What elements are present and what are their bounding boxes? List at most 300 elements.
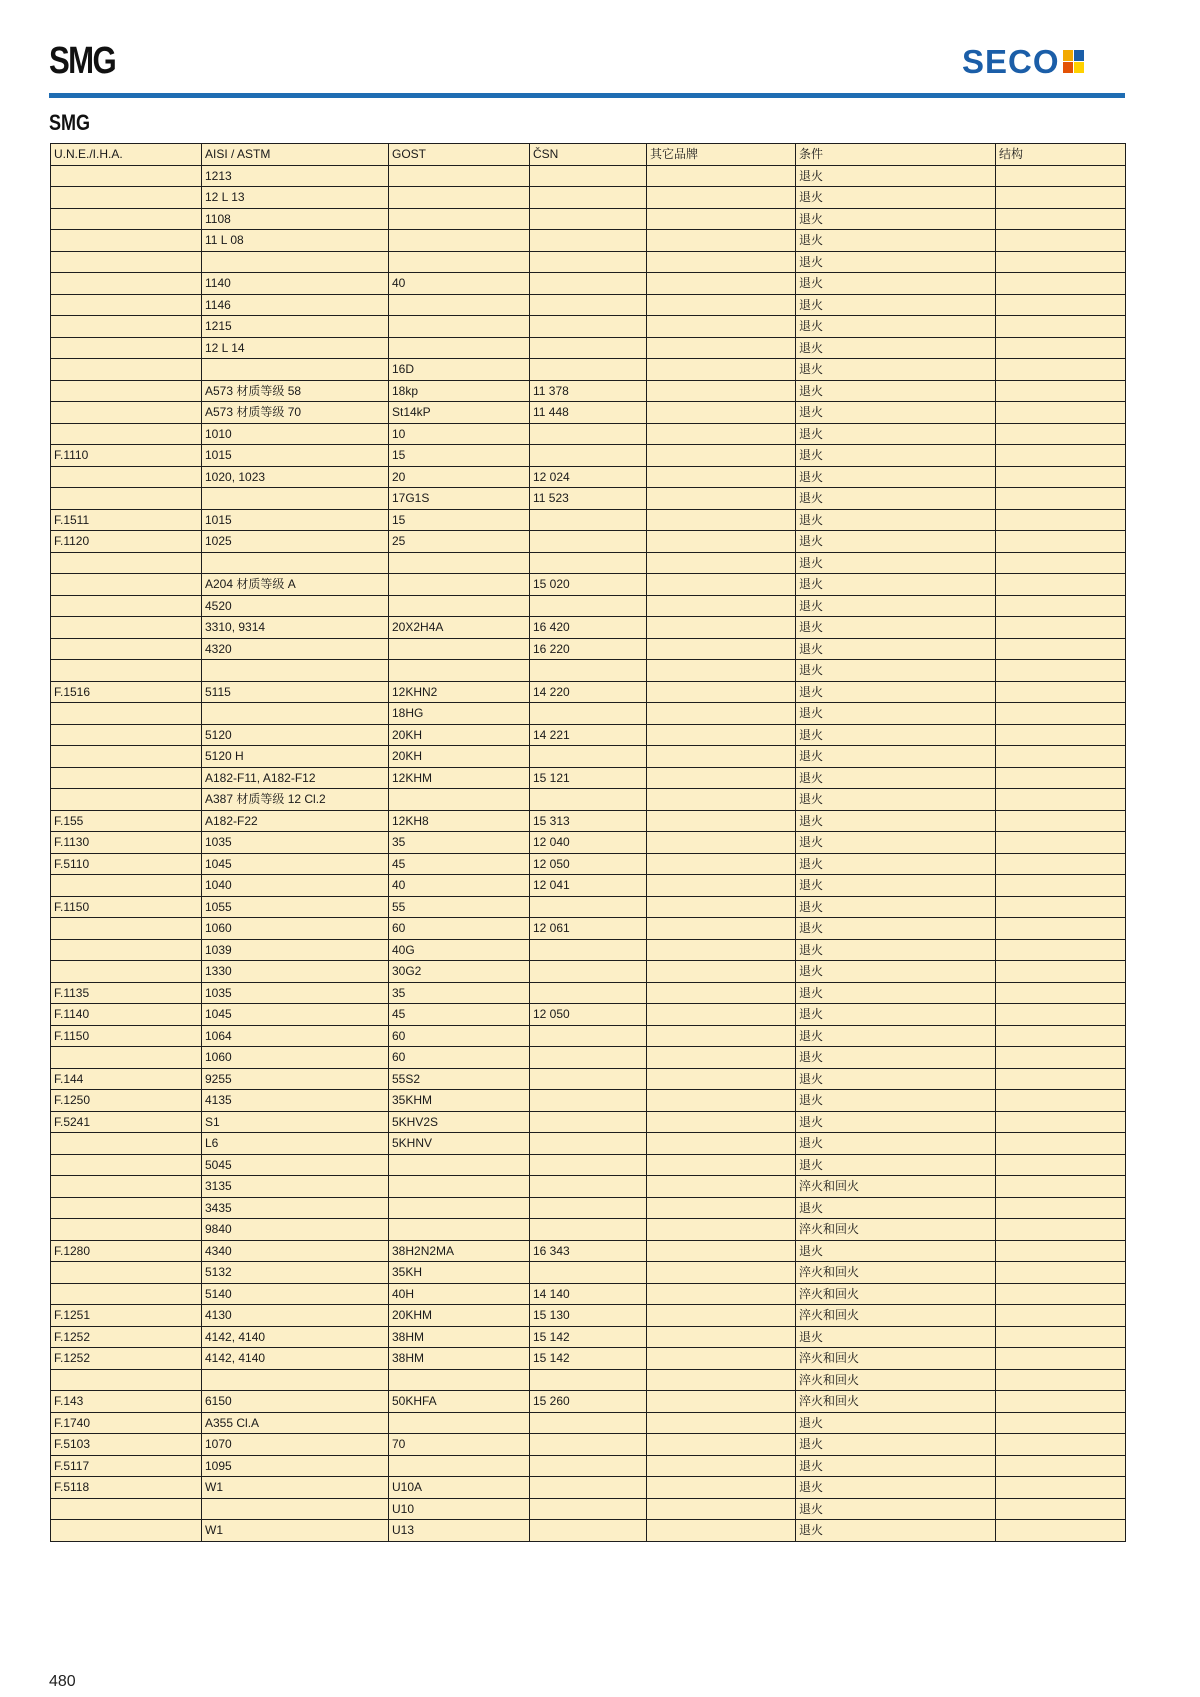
une-cell xyxy=(51,1176,202,1198)
table-row xyxy=(51,1262,1126,1284)
condition-cell: 退火 xyxy=(796,681,996,703)
une-cell: F.5118 xyxy=(51,1477,202,1499)
other-brands-cell xyxy=(647,810,796,832)
other-brands-cell xyxy=(647,875,796,897)
structure-cell xyxy=(996,1348,1126,1370)
condition-cell: 退火 xyxy=(796,1412,996,1434)
csn-cell: 15 121 xyxy=(530,767,647,789)
table-row xyxy=(51,509,1126,531)
une-cell xyxy=(51,939,202,961)
condition-cell: 退火 xyxy=(796,337,996,359)
gost-cell: 20 xyxy=(389,466,530,488)
une-cell: F.1150 xyxy=(51,1025,202,1047)
condition-cell: 退火 xyxy=(796,1498,996,1520)
other-brands-cell xyxy=(647,574,796,596)
condition-cell: 退火 xyxy=(796,982,996,1004)
table-row xyxy=(51,1412,1126,1434)
condition-cell: 退火 xyxy=(796,1025,996,1047)
condition-cell: 退火 xyxy=(796,380,996,402)
aisi-cell: 1040 xyxy=(202,875,389,897)
gost-cell: 12KH8 xyxy=(389,810,530,832)
structure-cell xyxy=(996,1520,1126,1542)
csn-cell: 14 140 xyxy=(530,1283,647,1305)
une-cell xyxy=(51,230,202,252)
condition-cell: 退火 xyxy=(796,746,996,768)
gost-cell: 18kp xyxy=(389,380,530,402)
col-header-gost: GOST xyxy=(389,144,530,166)
table-row xyxy=(51,1025,1126,1047)
structure-cell xyxy=(996,230,1126,252)
other-brands-cell xyxy=(647,1047,796,1069)
csn-cell xyxy=(530,660,647,682)
gost-cell: 20X2H4A xyxy=(389,617,530,639)
gost-cell xyxy=(389,574,530,596)
table-row xyxy=(51,1111,1126,1133)
csn-cell xyxy=(530,1047,647,1069)
une-cell: F.5103 xyxy=(51,1434,202,1456)
other-brands-cell xyxy=(647,1154,796,1176)
other-brands-cell xyxy=(647,187,796,209)
une-cell: F.1280 xyxy=(51,1240,202,1262)
gost-cell xyxy=(389,316,530,338)
table-row xyxy=(51,1498,1126,1520)
une-cell: F.1135 xyxy=(51,982,202,1004)
csn-cell xyxy=(530,423,647,445)
structure-cell xyxy=(996,1283,1126,1305)
aisi-cell: L6 xyxy=(202,1133,389,1155)
csn-cell xyxy=(530,187,647,209)
aisi-cell xyxy=(202,488,389,510)
aisi-cell: 3310, 9314 xyxy=(202,617,389,639)
aisi-cell: 1015 xyxy=(202,445,389,467)
condition-cell: 退火 xyxy=(796,165,996,187)
table-body xyxy=(51,165,1126,1541)
gost-cell: 38HM xyxy=(389,1348,530,1370)
csn-cell xyxy=(530,789,647,811)
other-brands-cell xyxy=(647,1434,796,1456)
gost-cell xyxy=(389,1412,530,1434)
gost-cell: 5KHNV xyxy=(389,1133,530,1155)
other-brands-cell xyxy=(647,423,796,445)
condition-cell: 退火 xyxy=(796,1434,996,1456)
other-brands-cell xyxy=(647,1262,796,1284)
csn-cell xyxy=(530,509,647,531)
une-cell xyxy=(51,617,202,639)
condition-cell: 退火 xyxy=(796,1326,996,1348)
aisi-cell: A355 Cl.A xyxy=(202,1412,389,1434)
aisi-cell: 4142, 4140 xyxy=(202,1348,389,1370)
une-cell: F.1252 xyxy=(51,1348,202,1370)
logo-mark-icon xyxy=(1063,50,1085,74)
csn-cell: 15 020 xyxy=(530,574,647,596)
table-row xyxy=(51,187,1126,209)
une-cell: F.155 xyxy=(51,810,202,832)
une-cell: F.1130 xyxy=(51,832,202,854)
structure-cell xyxy=(996,724,1126,746)
gost-cell xyxy=(389,789,530,811)
gost-cell: 70 xyxy=(389,1434,530,1456)
gost-cell: 20KH xyxy=(389,724,530,746)
table-row xyxy=(51,531,1126,553)
csn-cell: 14 220 xyxy=(530,681,647,703)
aisi-cell: 1045 xyxy=(202,1004,389,1026)
other-brands-cell xyxy=(647,1455,796,1477)
aisi-cell: 1108 xyxy=(202,208,389,230)
other-brands-cell xyxy=(647,273,796,295)
une-cell xyxy=(51,423,202,445)
structure-cell xyxy=(996,1197,1126,1219)
structure-cell xyxy=(996,1326,1126,1348)
gost-cell: U10A xyxy=(389,1477,530,1499)
csn-cell xyxy=(530,359,647,381)
structure-cell xyxy=(996,638,1126,660)
aisi-cell: 5045 xyxy=(202,1154,389,1176)
condition-cell: 退火 xyxy=(796,552,996,574)
structure-cell xyxy=(996,832,1126,854)
other-brands-cell xyxy=(647,1283,796,1305)
structure-cell xyxy=(996,1219,1126,1241)
csn-cell: 16 220 xyxy=(530,638,647,660)
other-brands-cell xyxy=(647,230,796,252)
csn-cell: 16 343 xyxy=(530,1240,647,1262)
table-row xyxy=(51,746,1126,768)
table-row xyxy=(51,1219,1126,1241)
csn-cell xyxy=(530,552,647,574)
une-cell: F.143 xyxy=(51,1391,202,1413)
une-cell xyxy=(51,961,202,983)
other-brands-cell xyxy=(647,208,796,230)
csn-cell xyxy=(530,1369,647,1391)
table-row xyxy=(51,1391,1126,1413)
gost-cell xyxy=(389,187,530,209)
une-cell: F.1150 xyxy=(51,896,202,918)
table-row xyxy=(51,445,1126,467)
table-row xyxy=(51,1154,1126,1176)
structure-cell xyxy=(996,1047,1126,1069)
gost-cell: 40H xyxy=(389,1283,530,1305)
csn-cell xyxy=(530,337,647,359)
condition-cell: 退火 xyxy=(796,810,996,832)
condition-cell: 淬火和回火 xyxy=(796,1369,996,1391)
une-cell xyxy=(51,724,202,746)
other-brands-cell xyxy=(647,982,796,1004)
structure-cell xyxy=(996,595,1126,617)
other-brands-cell xyxy=(647,660,796,682)
material-grades-table xyxy=(50,143,1126,1542)
aisi-cell xyxy=(202,251,389,273)
table-row xyxy=(51,359,1126,381)
gost-cell: 12KHM xyxy=(389,767,530,789)
gost-cell: 60 xyxy=(389,1047,530,1069)
aisi-cell: 1015 xyxy=(202,509,389,531)
une-cell xyxy=(51,1197,202,1219)
table-row xyxy=(51,337,1126,359)
structure-cell xyxy=(996,488,1126,510)
structure-cell xyxy=(996,853,1126,875)
other-brands-cell xyxy=(647,853,796,875)
table-row xyxy=(51,896,1126,918)
gost-cell: 40 xyxy=(389,273,530,295)
aisi-cell: 1039 xyxy=(202,939,389,961)
une-cell: F.1140 xyxy=(51,1004,202,1026)
table-row xyxy=(51,1283,1126,1305)
other-brands-cell xyxy=(647,552,796,574)
condition-cell: 退火 xyxy=(796,488,996,510)
condition-cell: 退火 xyxy=(796,660,996,682)
structure-cell xyxy=(996,789,1126,811)
other-brands-cell xyxy=(647,1025,796,1047)
structure-cell xyxy=(996,165,1126,187)
other-brands-cell xyxy=(647,1412,796,1434)
gost-cell: 20KH xyxy=(389,746,530,768)
une-cell xyxy=(51,1133,202,1155)
csn-cell: 15 313 xyxy=(530,810,647,832)
condition-cell: 退火 xyxy=(796,767,996,789)
table-row xyxy=(51,1240,1126,1262)
table-row xyxy=(51,810,1126,832)
other-brands-cell xyxy=(647,638,796,660)
structure-cell xyxy=(996,552,1126,574)
page-number: 480 xyxy=(49,1673,76,1690)
structure-cell xyxy=(996,531,1126,553)
gost-cell: 35 xyxy=(389,982,530,1004)
aisi-cell: 4135 xyxy=(202,1090,389,1112)
gost-cell: 40G xyxy=(389,939,530,961)
aisi-cell: A573 材质等级 70 xyxy=(202,402,389,424)
other-brands-cell xyxy=(647,402,796,424)
aisi-cell: A573 材质等级 58 xyxy=(202,380,389,402)
csn-cell: 15 142 xyxy=(530,1348,647,1370)
structure-cell xyxy=(996,939,1126,961)
une-cell: F.5117 xyxy=(51,1455,202,1477)
aisi-cell: 1025 xyxy=(202,531,389,553)
aisi-cell xyxy=(202,359,389,381)
gost-cell: 16D xyxy=(389,359,530,381)
une-cell xyxy=(51,552,202,574)
gost-cell xyxy=(389,660,530,682)
une-cell xyxy=(51,638,202,660)
table-row xyxy=(51,294,1126,316)
une-cell: F.1252 xyxy=(51,1326,202,1348)
gost-cell: St14kP xyxy=(389,402,530,424)
une-cell: F.5241 xyxy=(51,1111,202,1133)
other-brands-cell xyxy=(647,466,796,488)
une-cell xyxy=(51,165,202,187)
gost-cell xyxy=(389,595,530,617)
gost-cell: 35KHM xyxy=(389,1090,530,1112)
csn-cell xyxy=(530,316,647,338)
une-cell: F.1511 xyxy=(51,509,202,531)
condition-cell: 退火 xyxy=(796,724,996,746)
gost-cell xyxy=(389,208,530,230)
aisi-cell: 1035 xyxy=(202,982,389,1004)
structure-cell xyxy=(996,1498,1126,1520)
structure-cell xyxy=(996,1434,1126,1456)
aisi-cell: 4340 xyxy=(202,1240,389,1262)
aisi-cell: 1140 xyxy=(202,273,389,295)
gost-cell: 15 xyxy=(389,445,530,467)
une-cell: F.1110 xyxy=(51,445,202,467)
structure-cell xyxy=(996,746,1126,768)
csn-cell: 11 448 xyxy=(530,402,647,424)
gost-cell: 60 xyxy=(389,1025,530,1047)
condition-cell: 退火 xyxy=(796,1133,996,1155)
structure-cell xyxy=(996,1412,1126,1434)
table-row xyxy=(51,423,1126,445)
aisi-cell: 5132 xyxy=(202,1262,389,1284)
table-row xyxy=(51,316,1126,338)
aisi-cell: A204 材质等级 A xyxy=(202,574,389,596)
gost-cell: U13 xyxy=(389,1520,530,1542)
table-row xyxy=(51,1068,1126,1090)
condition-cell: 退火 xyxy=(796,1455,996,1477)
table-row xyxy=(51,853,1126,875)
other-brands-cell xyxy=(647,918,796,940)
structure-cell xyxy=(996,810,1126,832)
other-brands-cell xyxy=(647,939,796,961)
aisi-cell: 12 L 14 xyxy=(202,337,389,359)
aisi-cell: 9840 xyxy=(202,1219,389,1241)
une-cell: F.1250 xyxy=(51,1090,202,1112)
structure-cell xyxy=(996,617,1126,639)
condition-cell: 退火 xyxy=(796,1520,996,1542)
gost-cell xyxy=(389,294,530,316)
aisi-cell: 3135 xyxy=(202,1176,389,1198)
condition-cell: 退火 xyxy=(796,1477,996,1499)
structure-cell xyxy=(996,294,1126,316)
other-brands-cell xyxy=(647,1348,796,1370)
gost-cell: 5KHV2S xyxy=(389,1111,530,1133)
csn-cell: 11 523 xyxy=(530,488,647,510)
other-brands-cell xyxy=(647,1090,796,1112)
gost-cell xyxy=(389,251,530,273)
table-row xyxy=(51,789,1126,811)
aisi-cell: 6150 xyxy=(202,1391,389,1413)
table-row xyxy=(51,1369,1126,1391)
csn-cell xyxy=(530,1262,647,1284)
structure-cell xyxy=(996,1154,1126,1176)
condition-cell: 退火 xyxy=(796,703,996,725)
table-row xyxy=(51,767,1126,789)
structure-cell xyxy=(996,380,1126,402)
une-cell xyxy=(51,466,202,488)
table-row xyxy=(51,1133,1126,1155)
structure-cell xyxy=(996,466,1126,488)
other-brands-cell xyxy=(647,1498,796,1520)
condition-cell: 退火 xyxy=(796,939,996,961)
structure-cell xyxy=(996,208,1126,230)
aisi-cell: 4142, 4140 xyxy=(202,1326,389,1348)
csn-cell xyxy=(530,1176,647,1198)
condition-cell: 退火 xyxy=(796,789,996,811)
csn-cell xyxy=(530,746,647,768)
aisi-cell: 4320 xyxy=(202,638,389,660)
structure-cell xyxy=(996,273,1126,295)
other-brands-cell xyxy=(647,251,796,273)
condition-cell: 退火 xyxy=(796,531,996,553)
structure-cell xyxy=(996,1369,1126,1391)
csn-cell: 16 420 xyxy=(530,617,647,639)
une-cell xyxy=(51,294,202,316)
table-row xyxy=(51,918,1126,940)
aisi-cell: 1060 xyxy=(202,918,389,940)
une-cell xyxy=(51,488,202,510)
une-cell xyxy=(51,208,202,230)
gost-cell: 15 xyxy=(389,509,530,531)
csn-cell: 15 260 xyxy=(530,1391,647,1413)
other-brands-cell xyxy=(647,617,796,639)
aisi-cell xyxy=(202,660,389,682)
structure-cell xyxy=(996,1455,1126,1477)
csn-cell xyxy=(530,273,647,295)
csn-cell xyxy=(530,294,647,316)
une-cell xyxy=(51,316,202,338)
une-cell xyxy=(51,918,202,940)
col-header-aisi: AISI / ASTM xyxy=(202,144,389,166)
aisi-cell xyxy=(202,703,389,725)
csn-cell: 12 040 xyxy=(530,832,647,854)
other-brands-cell xyxy=(647,703,796,725)
gost-cell xyxy=(389,230,530,252)
gost-cell: 60 xyxy=(389,918,530,940)
other-brands-cell xyxy=(647,1477,796,1499)
condition-cell: 退火 xyxy=(796,423,996,445)
gost-cell xyxy=(389,1176,530,1198)
condition-cell: 淬火和回火 xyxy=(796,1391,996,1413)
condition-cell: 退火 xyxy=(796,208,996,230)
gost-cell: 10 xyxy=(389,423,530,445)
table-row xyxy=(51,574,1126,596)
other-brands-cell xyxy=(647,789,796,811)
other-brands-cell xyxy=(647,1369,796,1391)
structure-cell xyxy=(996,1176,1126,1198)
condition-cell: 退火 xyxy=(796,1111,996,1133)
gost-cell: 25 xyxy=(389,531,530,553)
condition-cell: 退火 xyxy=(796,961,996,983)
csn-cell xyxy=(530,165,647,187)
gost-cell: 35KH xyxy=(389,1262,530,1284)
aisi-cell: 1055 xyxy=(202,896,389,918)
table-row xyxy=(51,875,1126,897)
une-cell xyxy=(51,1262,202,1284)
table-row xyxy=(51,466,1126,488)
une-cell xyxy=(51,1283,202,1305)
une-cell xyxy=(51,574,202,596)
aisi-cell: A182-F11, A182-F12 xyxy=(202,767,389,789)
csn-cell xyxy=(530,703,647,725)
condition-cell: 淬火和回火 xyxy=(796,1219,996,1241)
table-header-row xyxy=(51,144,1126,166)
other-brands-cell xyxy=(647,509,796,531)
table-row xyxy=(51,595,1126,617)
une-cell xyxy=(51,660,202,682)
csn-cell: 12 061 xyxy=(530,918,647,940)
other-brands-cell xyxy=(647,896,796,918)
other-brands-cell xyxy=(647,337,796,359)
condition-cell: 退火 xyxy=(796,1068,996,1090)
table-row xyxy=(51,961,1126,983)
table-row xyxy=(51,488,1126,510)
col-header-condition: 条件 xyxy=(796,144,996,166)
condition-cell: 退火 xyxy=(796,316,996,338)
col-header-une: U.N.E./I.H.A. xyxy=(51,144,202,166)
gost-cell xyxy=(389,165,530,187)
gost-cell: 45 xyxy=(389,853,530,875)
structure-cell xyxy=(996,961,1126,983)
structure-cell xyxy=(996,509,1126,531)
csn-cell: 14 221 xyxy=(530,724,647,746)
section-title: SMG xyxy=(49,110,91,135)
